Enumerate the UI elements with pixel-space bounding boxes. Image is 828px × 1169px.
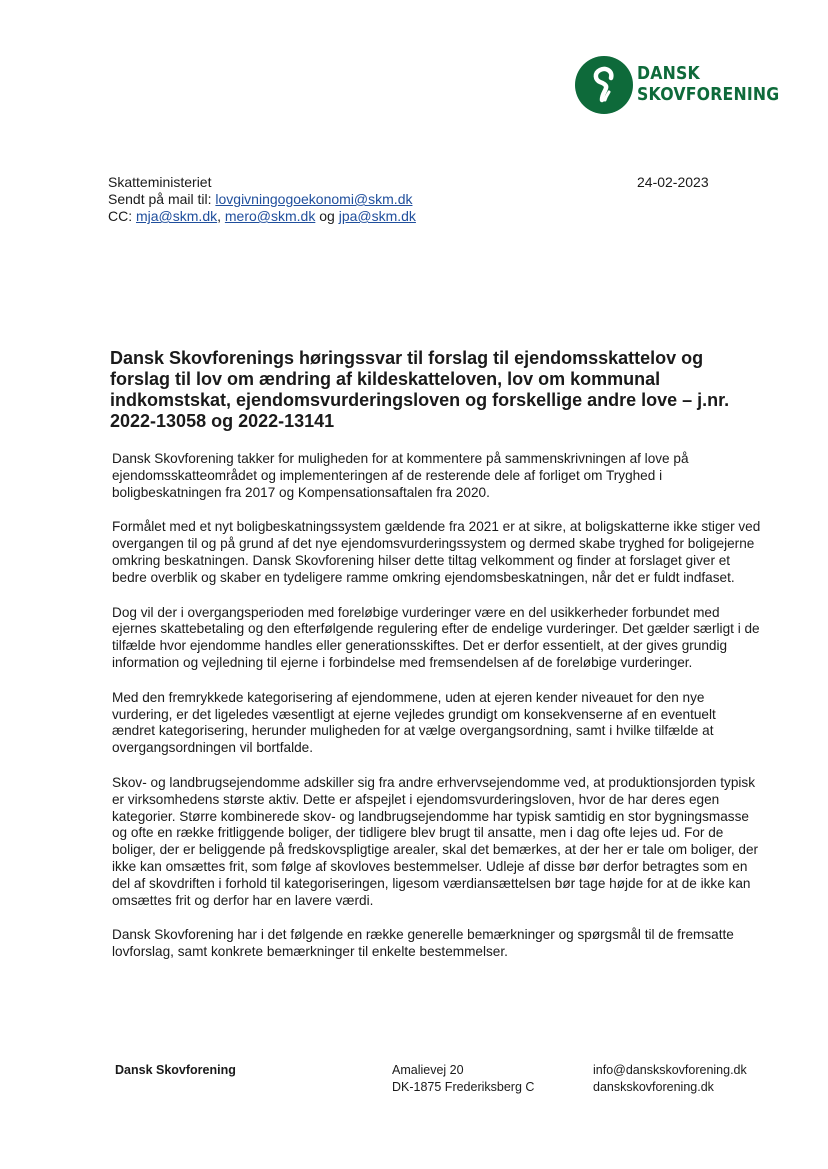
cc-and: og — [315, 208, 339, 224]
cc-line — [108, 208, 416, 225]
logo — [575, 56, 795, 114]
recipient-name: Skatteministeriet — [108, 174, 212, 190]
paragraph: Formålet med et nyt boligbeskatningssystem gældende fra 2021 er at sikre, at boligskatterne ikke stiger ved overgangen til og på grund af det nye ejendomsvurderingssystem og dermed skabe tryghed for boligejerne omkring beskatningen. Dansk Skovforening hilser dette tiltag velkomment og finder at forslaget giver et bedre overblik og skaber en tydeligere ramme omkring ejendomsbeskatningen, når det er fuldt indfaset. — [112, 519, 761, 585]
sent-to-line — [108, 191, 416, 208]
paragraph: Dansk Skovforening har i det følgende en række generelle bemærkninger og spørgsmål til de fremsatte lovforslag, samt konkrete bemærkninger til enkelte bestemmelser. — [112, 927, 734, 960]
footer-contact — [593, 1062, 747, 1096]
sent-email-link[interactable]: lovgivningogoekonomi@skm.dk — [215, 191, 413, 207]
letter-body — [112, 451, 762, 979]
footer-city: DK-1875 Frederiksberg C — [392, 1080, 535, 1094]
cc-label: CC: — [108, 208, 136, 224]
sent-label: Sendt på mail til: — [108, 191, 216, 207]
cc-email-link-1[interactable]: mja@skm.dk — [136, 208, 218, 224]
paragraph: Med den fremrykkede kategorisering af ejendommene, uden at ejeren kender niveauet for den nye vurdering, er det ligeledes væsentligt at ejerne vejledes grundigt om konsekvenserne af en eventuelt ændret kategorisering, herunder muligheden for at vælge overgangsordning, samt i hvilke tilfælde at overgangsordningen vil bortfalde. — [112, 689, 716, 756]
paragraph: Dog vil der i overgangsperioden med foreløbige vurderinger være en del usikkerheder forbundet med ejernes skattebetaling og den efterfølgende regulering efter de endelige vurderinger. Det gælder særligt i de tilfælde hvor ejendomme handles eller generationsskiftes. Det er derfor essentielt, at der gives grundig information og vejledning til ejerne i forbindelse med fremsendelsen af de foreløbige vurderinger. — [112, 604, 760, 670]
logo-line-1: DANSK — [637, 64, 700, 84]
document-title: Dansk Skovforenings høringssvar til forslag til ejendomsskattelov og forslag til lov om ændring af kildeskatteloven, lov om kommunal indkomstskat, ejendomsvurderingsloven og forskellige andre love – j.nr. 2022-13058 og 2022-13141 — [110, 348, 730, 431]
logo-wordmark — [637, 64, 779, 106]
footer-org: Dansk Skovforening — [115, 1063, 236, 1077]
cc-email-link-2[interactable]: mero@skm.dk — [224, 208, 316, 224]
cc-email-link-3[interactable]: jpa@skm.dk — [338, 208, 416, 224]
logo-line-2: SKOVFORENING — [637, 85, 780, 105]
tree-icon — [575, 56, 633, 114]
cc-separator: , — [217, 208, 225, 224]
recipient-block — [108, 174, 416, 225]
footer-address — [392, 1062, 534, 1096]
footer-web: danskskovforening.dk — [593, 1080, 714, 1094]
footer-email: info@danskskovforening.dk — [593, 1063, 747, 1077]
paragraph: Skov- og landbrugsejendomme adskiller sig fra andre erhvervsejendomme ved, at produktionsjorden typisk er virksomhedens største aktiv. Dette er afspejlet i ejendomsvurderingsloven, hvor de har deres egen kategorier. Større kombinerede skov- og landbrugsejendomme har typisk samtidig en stor bygningsmasse og ofte en række fritliggende boliger, der tidligere blev brugt til ansatte, men i dag ofte lejes ud. For de boliger, der er beliggende på fredskovspligtige arealer, skal det bemærkes, at der her er tale om boliger, der ikke kan omsættes frit, som følge af skovloves bestemmelser. Udleje af disse bør derfor betragtes som en del af skovdriften i forhold til kategoriseringen, ligesom værdiansættelsen bør tage højde for at de ikke kan omsættes frit og derfor har en lavere værdi. — [112, 774, 759, 908]
letter-date: 24-02-2023 — [637, 174, 709, 190]
footer-street: Amalievej 20 — [392, 1063, 464, 1077]
paragraph: Dansk Skovforening takker for muligheden for at kommentere på sammenskrivningen af love på ejendomsskatteområdet og implementeringen af de resterende dele af forliget om Tryghed i boligbeskatningen fra 2017 og Kompensationsaftalen fra 2020. — [112, 451, 689, 500]
